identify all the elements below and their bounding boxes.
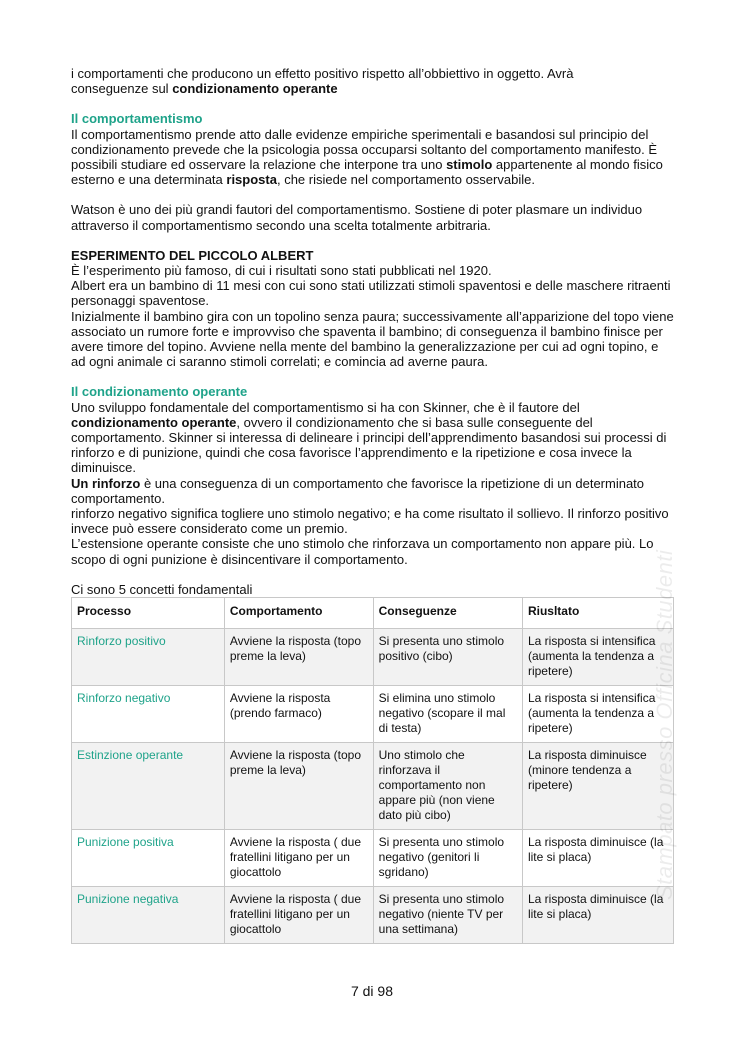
paragraph: Inizialmente il bambino gira con un topolino senza paura; successivamente all’apparizione del topo viene associato un rumore forte e improvviso che spaventa il bambino; di conseguenza il bambino finisce per avere timore del topino. Avviene nella mente del bambino la generalizzazione per cui ad ogni topino, e ad ogni animale ci saranno stimoli correlati; e comincia ad averne paura. [71, 308, 674, 370]
paragraph: rinforzo negativo significa togliere uno stimolo negativo; e ha come risultato il sollievo. Il rinforzo positivo invece può essere considerato come un premio. [71, 506, 669, 537]
paragraph [71, 476, 675, 506]
cell-conseguenze: Si presenta uno stimolo negativo (genitori li sgridano) [373, 830, 522, 887]
cell-conseguenze: Si presenta uno stimolo positivo (cibo) [373, 629, 522, 686]
paragraph: Watson è uno dei più grandi fautori del comportamentismo. Sostiene di poter plasmare un individuo attraverso il comportamentismo secondo una scelta totalmente arbitraria. [71, 202, 643, 233]
intro-bold: condizionamento operante [172, 81, 338, 97]
cell-comportamento: Avviene la risposta ( due fratellini litigano per un giocattolo [224, 887, 373, 944]
cell-conseguenze: Si presenta uno stimolo negativo (niente TV per una settimana) [373, 887, 522, 944]
paragraph [71, 400, 675, 476]
intro-line [71, 81, 675, 96]
header-processo: Processo [72, 598, 225, 629]
text: , ovvero il condizionamento che si basa sulle conseguente del comportamento. Skinner si interessa di delineare i principi dell’apprendimento basandosi sui processi di rinforzo e di punizione, quindi che cosa favorisce l’apprendimento e la ripetizione e cosa invece la diminuisce. [71, 414, 667, 476]
paragraph: È l’esperimento più famoso, di cui i risultati sono stati pubblicati nel 1920. [71, 263, 492, 279]
bold-term: risposta [226, 172, 277, 188]
table-caption: Ci sono 5 concetti fondamentali [71, 581, 253, 597]
cell-processo: Punizione negativa [72, 887, 225, 944]
text: appartenente al mondo fisico esterno e una determinata [71, 157, 663, 188]
text: Il comportamentismo prende atto dalle evidenze empiriche sperimentali e basandosi sul principio del condizionamento prevede che la psicologia possa occuparsi soltanto del comportamento manifesto. È possibili studiare ed osservare la relazione che interpone tra uno [71, 126, 658, 173]
intro-line: i comportamenti che producono un effetto positivo rispetto all’obbiettivo in oggetto. Avrà [71, 66, 574, 81]
table-header-row [72, 598, 674, 629]
header-conseguenze: Conseguenze [373, 598, 522, 629]
cell-processo: Estinzione operante [72, 743, 225, 830]
paragraph: L’estensione operante consiste che uno stimolo che rinforzava un comportamento non appare più. Lo scopo di ogni punizione è disincentivare il comportamento. [71, 536, 654, 567]
header-risultato: Riusltato [522, 598, 673, 629]
intro-text: conseguenze sul [71, 81, 173, 97]
table-row [72, 629, 674, 686]
cell-comportamento: Avviene la risposta (prendo farmaco) [224, 686, 373, 743]
table-row [72, 830, 674, 887]
cell-processo: Rinforzo positivo [72, 629, 225, 686]
bold-term: condizionamento operante [71, 414, 237, 430]
text: , che risiede nel comportamento osservabile. [276, 172, 535, 188]
table-row [72, 686, 674, 743]
cell-comportamento: Avviene la risposta ( due fratellini litigano per un giocattolo [224, 830, 373, 887]
cell-comportamento: Avviene la risposta (topo preme la leva) [224, 629, 373, 686]
paragraph [71, 127, 675, 188]
cell-risultato: La risposta diminuisce (la lite si placa) [522, 887, 673, 944]
cell-risultato: La risposta si intensifica (aumenta la tendenza a ripetere) [522, 686, 673, 743]
cell-risultato: La risposta diminuisce (minore tendenza a ripetere) [522, 743, 673, 830]
cell-risultato: La risposta si intensifica (aumenta la tendenza a ripetere) [522, 629, 673, 686]
cell-risultato: La risposta diminuisce (la lite si placa) [522, 830, 673, 887]
cell-processo: Punizione positiva [72, 830, 225, 887]
page-number: 7 di 98 [350, 983, 394, 999]
cell-comportamento: Avviene la risposta (topo preme la leva) [224, 743, 373, 830]
document-page [71, 66, 675, 944]
cell-conseguenze: Uno stimolo che rinforzava il comportamento non appare più (non viene dato più cibo) [373, 743, 522, 830]
bold-term: Un rinforzo [71, 475, 141, 491]
header-comportamento: Comportamento [224, 598, 373, 629]
text: è una conseguenza di un comportamento che favorisce la ripetizione di un determinato comportamento. [71, 475, 645, 506]
watermark: Stampato presso Officina Studenti [652, 549, 677, 900]
section-heading-operante: Il condizionamento operante [71, 384, 248, 400]
cell-conseguenze: Si elimina uno stimolo negativo (scopare il mal di testa) [373, 686, 522, 743]
bold-term: stimolo [446, 157, 493, 173]
table-row [72, 887, 674, 944]
text: Uno sviluppo fondamentale del comportamentismo si ha con Skinner, che è il fautore del [71, 399, 580, 415]
paragraph: Albert era un bambino di 11 mesi con cui sono stati utilizzati stimoli spaventosi e delle maschere ritraenti personaggi spaventose. [71, 278, 671, 309]
section-heading-albert: ESPERIMENTO DEL PICCOLO ALBERT [71, 247, 314, 263]
section-heading-comportamentismo: Il comportamentismo [71, 111, 203, 127]
cell-processo: Rinforzo negativo [72, 686, 225, 743]
concepts-table [71, 597, 674, 944]
table-row [72, 743, 674, 830]
